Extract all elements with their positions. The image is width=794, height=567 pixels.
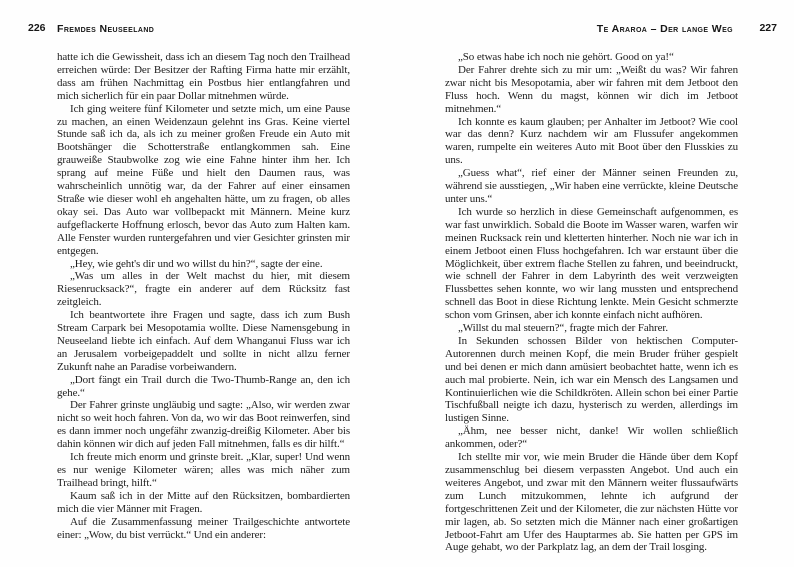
paragraph: Ich wurde so herzlich in diese Gemeinschaft aufgenommen, es war fast unwirklich. Sobald die Boote im Wasser waren, warfen wir meinen Rucksack rein und kletterten hinterher. Noch nie war ich in einem Jetboot einen Fluss hochgefahren. Ich war erstaunt über die Möglichkeit, über extrem flache Stellen zu fahren, und beeindruckt, wie schnell der Fahrer in dem Labyrinth des weit verzweigten Flussbettes sehen konnte, wo wir lang mussten und entsprechend schnell das Boot in diese Richtung lenkte. Mein Gesicht schmerzte schon vom Grinsen, aber ich konnte einfach nicht aufhören. [445, 205, 738, 322]
paragraph: „Hey, wie geht's dir und wo willst du hin?“, sagte der eine. [70, 257, 323, 270]
paragraph: „Ähm, nee besser nicht, danke! Wir wollen schließlich ankommen, oder?“ [445, 425, 738, 451]
running-header-right: Te Araroa – Der lange Weg [596, 23, 733, 35]
paragraph: Ich konnte es kaum glauben; per Anhalter im Jetboot? Wie cool war das denn? Kurz nachdem wir am Flussufer angekommen waren, rumpelte ein weiteres Auto mit Boot über den Flusskies zu uns. [445, 115, 738, 167]
left-page-text-column [57, 51, 350, 541]
running-header-left: Fremdes Neuseeland [57, 23, 155, 35]
right-page-text-column [445, 51, 738, 554]
paragraph: Der Fahrer drehte sich zu mir um: „Weißt du was? Wir fahren zwar nicht bis Mesopotamia, aber wir fahren mit dem Jetboot den Fluss hoch. Wenn du magst, können wir dich im Jetboot mitnehmen.“ [445, 63, 738, 115]
paragraph: hatte ich die Gewissheit, dass ich an diesem Tag noch den Trailhead erreichen würde: Der Besitzer der Rafting Firma hatte mir erzählt, dass am frühen Nachmittag ein Postbus hier entlangfahren und mich sicherlich für ein paar Dollar mitnehmen würde. [57, 51, 350, 102]
paragraph: „Willst du mal steuern?“, fragte mich der Fahrer. [458, 322, 668, 335]
paragraph: Ich ging weitere fünf Kilometer und setzte mich, um eine Pause zu machen, an einen Weidenzaun gelehnt ins Gras. Keine viertel Stunde saß ich da, als ich zu meiner großen Freude ein Auto mit Bootshänger die Schotterstraße entlangkommen sah. Eine grauweiße Staubwolke zog wie eine Fahne hinter ihm her. Ich sprang auf meine Füße und hielt den Daumen raus, was wahrscheinlich unnötig war, da der Fahrer auf einer einsamen Straße wie dieser wohl eh angehalten hätte, um zu fragen, ob alles okay sei. Das Auto war vollbepackt mit Männern. Meine kurz aufgeflackerte Hoffnung erlosch, bevor das Auto zum Halten kam. Alle Fenster wurden runtergefahren und vier Gesichter grinsten mir entgegen. [57, 102, 350, 257]
paragraph: In Sekunden schossen Bilder von hektischen Computer-Autorennen durch meinen Kopf, die mein Bruder früher gespielt und bei denen er mich dann amüsiert beobachtet hatte, wenn ich es auch mal probierte. Nein, ich war ein Mensch des Langsamen und Kontinuierlichen wie die Schildkröten. Allein schon bei einer Partie Tischfußball neigte ich dazu, hysterisch zu werden, allerdings im lustigen Sinne. [445, 334, 738, 425]
paragraph: Ich stellte mir vor, wie mein Bruder die Hände über dem Kopf zusammenschlug bei diesem verpassten Angebot. Und auch ein weiteres Angebot, und zwar mit den Männern weiter flussaufwärts zum Lunch mitzukommen, lehnte ich aufgrund der fortgeschrittenen Zeit und der Kilometer, die zur nächsten Hütte vor mir lagen, ab. So setzten mich die Männer nach einer großartigen Jetboot-Fahrt am Ufer des Hauptarmes ab. Sie hatten per GPS im Auge gehabt, wo der Parkplatz lag, an dem der Trail losging. [445, 451, 738, 554]
paragraph: „Guess what“, rief einer der Männer seinen Freunden zu, während sie ausstiegen, „Wir haben eine verrückte, kleine Deutsche unter uns.“ [445, 167, 738, 205]
paragraph: Auf die Zusammenfassung meiner Trailgeschichte antwortete einer: „Wow, du bist verrückt.“ Und ein anderer: [57, 515, 350, 541]
paragraph: Ich beantwortete ihre Fragen und sagte, dass ich zum Bush Stream Carpark bei Mesopotamia wollte. Diese Namensgebung in Neuseeland liebte ich einfach. Auf dem Whanganui Fluss war ich an Jerusalem vorbeigepaddelt und sollte in nicht allzu ferner Zukunft nahe an Paradise vorbeiwandern. [57, 309, 350, 373]
paragraph: Kaum saß ich in der Mitte auf den Rücksitzen, bombardierten mich die vier Männer mit Fragen. [57, 489, 350, 515]
paragraph: Der Fahrer grinste ungläubig und sagte: „Also, wir werden zwar nicht so weit hoch fahren. Von da, wo wir das Boot reinwerfen, sind es dann immer noch ungefähr zwanzig-dreißig Kilometer. Aber bis dahin können wir dich auf jeden Fall mitnehmen, falls es dir hilft.“ [57, 399, 350, 451]
page-number-left: 226 [28, 22, 46, 34]
paragraph: „So etwas habe ich noch nie gehört. Good on ya!“ [458, 51, 674, 63]
paragraph: Ich freute mich enorm und grinste breit. „Klar, super! Und wenn es nur wenige Kilometer wären; alles was mich näher zum Trailhead bringt, hilft.“ [57, 451, 350, 489]
page-number-right: 227 [759, 22, 777, 34]
paragraph: „Was um alles in der Welt machst du hier, mit diesem Riesenrucksack?“, fragte ein anderer auf dem Rücksitz fast zeitgleich. [57, 270, 350, 309]
paragraph: „Dort fängt ein Trail durch die Two-Thumb-Range an, den ich gehe.“ [57, 373, 350, 399]
